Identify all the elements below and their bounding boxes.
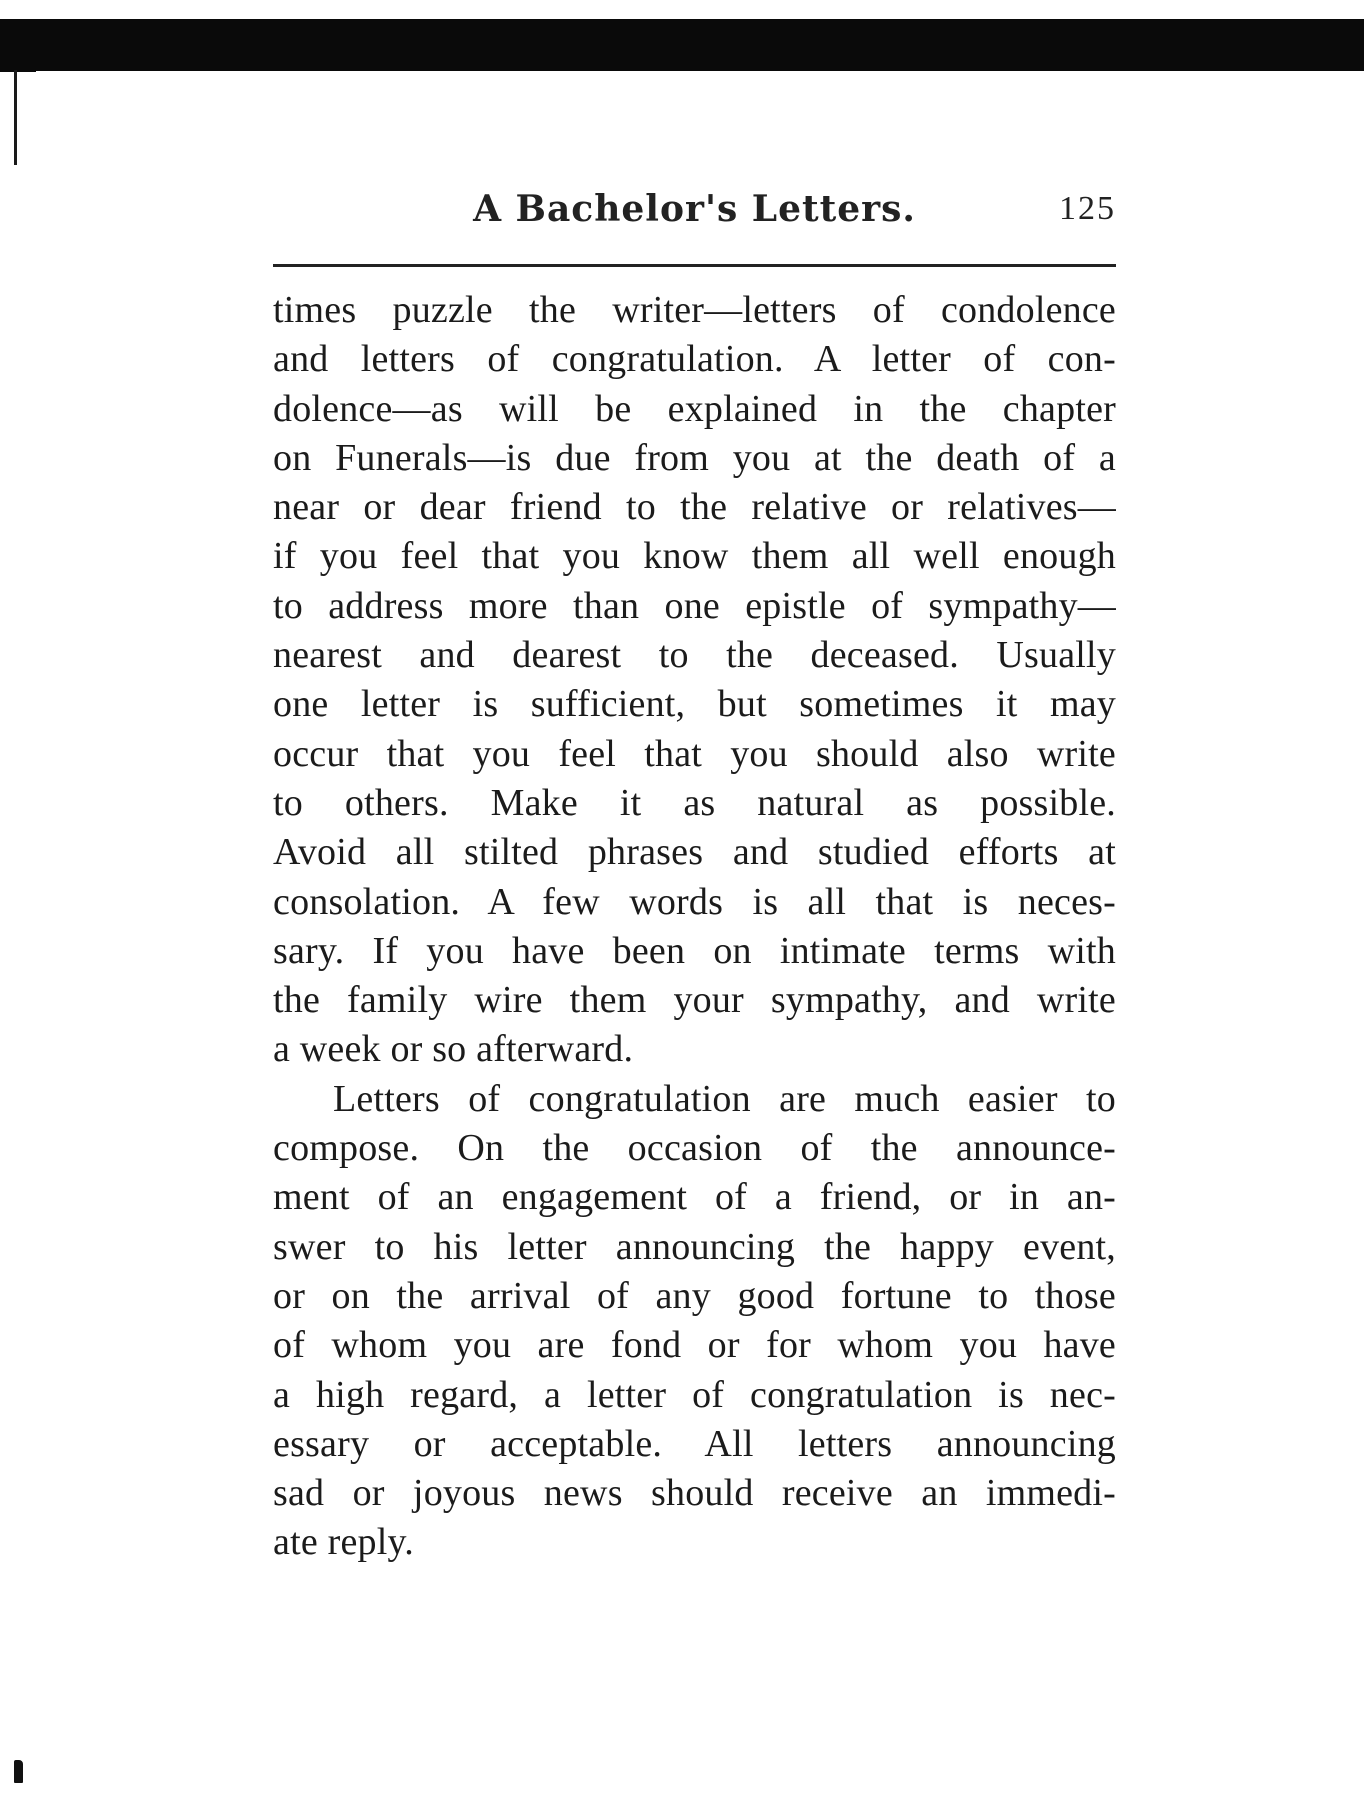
text-line: or on the arrival of any good fortune to those: [273, 1274, 1116, 1317]
text-line: Avoid all stilted phrases and studied efforts at: [273, 831, 1116, 874]
paragraph: [273, 286, 1116, 1075]
text-line: ment of an engagement of a friend, or in an-: [273, 1176, 1116, 1219]
scan-corner-mark: [0, 68, 36, 72]
text-line: Letters of congratulation are much easier to: [333, 1077, 1116, 1120]
text-line: times puzzle the writer—letters of condolence: [273, 289, 1116, 331]
paragraph: [273, 1075, 1116, 1568]
text-line: nearest and dearest to the deceased. Usually: [273, 634, 1116, 677]
text-line: to address more than one epistle of sympathy—: [273, 584, 1116, 627]
text-line: sary. If you have been on intimate terms with: [273, 929, 1116, 972]
header-rule: [273, 264, 1116, 267]
text-line: the family wire them your sympathy, and write: [273, 979, 1116, 1022]
text-line: near or dear friend to the relative or relatives—: [273, 486, 1116, 529]
text-line: one letter is sufficient, but sometimes it may: [273, 683, 1116, 726]
text-line: a week or so afterward.: [273, 1028, 634, 1071]
text-line: occur that you feel that you should also write: [273, 732, 1116, 775]
text-line: essary or acceptable. All letters announcing: [273, 1422, 1116, 1465]
text-line: consolation. A few words is all that is neces-: [273, 880, 1116, 923]
text-line: a high regard, a letter of congratulation is nec-: [273, 1373, 1116, 1416]
text-line: ate reply.: [273, 1521, 414, 1564]
scan-top-border: [0, 19, 1364, 71]
text-line: compose. On the occasion of the announce-: [273, 1127, 1116, 1170]
page-number: 125: [1059, 190, 1116, 227]
page-body: [273, 286, 1116, 1568]
text-line: swer to his letter announcing the happy event,: [273, 1225, 1116, 1268]
text-line: dolence—as will be explained in the chapter: [273, 387, 1116, 430]
scan-left-edge: [14, 70, 17, 165]
text-line: of whom you are fond or for whom you have: [273, 1324, 1116, 1367]
text-line: to others. Make it as natural as possible.: [273, 781, 1116, 824]
text-line: on Funerals—is due from you at the death of a: [273, 436, 1116, 479]
running-title: A Bachelor's Letters.: [473, 188, 916, 230]
text-line: if you feel that you know them all well enough: [273, 535, 1116, 578]
text-line: and letters of congratulation. A letter of con-: [273, 338, 1116, 381]
text-line: sad or joyous news should receive an immedi-: [273, 1472, 1116, 1515]
page-header: [273, 188, 1116, 248]
scan-bottom-mark: [14, 1760, 23, 1783]
